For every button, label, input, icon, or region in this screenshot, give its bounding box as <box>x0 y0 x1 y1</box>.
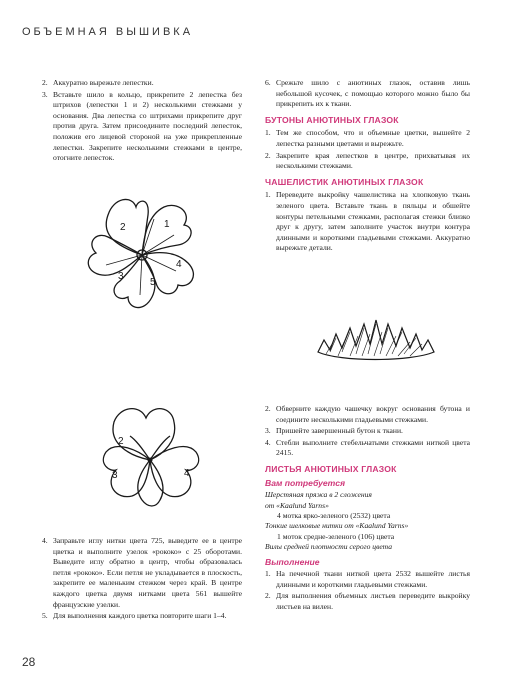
flower-center <box>148 458 153 463</box>
petal-label: 5 <box>150 277 156 288</box>
section-heading-buds: БУТОНЫ АНЮТИНЫХ ГЛАЗОК <box>265 114 399 125</box>
left-bottom-steps <box>42 536 242 623</box>
step-item: 4. Стебли выполните стебельчатыми стежками ниткой цвета 2415. <box>265 437 470 458</box>
step-item: 2. Для выполнения объемных листьев переведите выкройку листьев на вилен. <box>265 591 470 611</box>
right-mid-section <box>265 404 470 614</box>
petal-label: 2 <box>118 436 124 447</box>
step-item: 1. Тем же способом, что и объемные цветки, вышейте 2 лепестка разными цветами и вырежьте. <box>265 128 470 148</box>
pansy-assembled-diagram <box>90 400 215 520</box>
page-header: ОБЪЕМНАЯ ВЫШИВКА <box>22 26 194 38</box>
petal-label: 1 <box>164 219 170 230</box>
material-line: 4 мотка ярко-зеленого (2532) цвета <box>277 510 391 520</box>
step-item: 1. Переведите выкройку чашелистика на хлопковую ткань зеленого цвета. Вставьте ткань в пяльцы и обшейте контуры петельными стежками, располагая стежки близко друг к другу, затем заполните участок внутри контура длинными и короткими гладьевыми стежками. Аккуратно вырежьте детали. <box>265 190 470 253</box>
right-top-section <box>265 78 470 255</box>
material-line: Шерстяная пряжа в 2 сложения <box>265 490 372 500</box>
section-heading-calyx: ЧАШЕЛИСТИК АНЮТИНЫХ ГЛАЗОК <box>265 176 424 187</box>
petal-1 <box>142 205 191 255</box>
materials-heading: Вам потребуется <box>265 477 346 488</box>
calyx-diagram <box>310 310 440 370</box>
execution-heading: Выполнение <box>265 556 320 567</box>
petal-label: 4 <box>176 259 182 270</box>
pansy-petal-diagram <box>80 185 210 325</box>
petal-label: 3 <box>118 271 124 282</box>
material-line: 1 моток средне-зеленого (106) цвета <box>277 531 395 541</box>
step-item: 3. Пришейте завершенный бутон к ткани. <box>265 426 403 436</box>
petal-label: 4 <box>184 468 190 479</box>
material-line: от «Kaalund Yarns» <box>265 500 329 510</box>
material-line: Вилы средней плотности серого цвета <box>265 542 393 552</box>
step-item: 4. Заправьте иглу нитки цвета 725, выведите ее в центре цветка и выполните узелок «рококо» с 25 оборотами. Выведите иглу обратно в центр, чтобы образовалась петля «рококо». Если петля не укладывается в плоскость, закрепите ее маленьким стежком через край. В центре каждого цветка двумя нитками цвета 561 вышейте французские узелки. <box>42 536 242 609</box>
step-item: 2. Аккуратно вырежьте лепестки. <box>42 78 154 87</box>
materials-list <box>265 490 470 552</box>
page-number: 28 <box>22 655 36 669</box>
material-line: Тонкие шелковые нитки от «Kaalund Yarns» <box>265 521 409 531</box>
petal-label: 2 <box>120 222 126 233</box>
step-item: 5. Для выполнения каждого цветка повторите шаги 1–4. <box>42 611 227 621</box>
step-item: 2. Обверните каждую чашечку вокруг основания бутона и соедините несколькими гладьевыми стежками. <box>265 404 470 424</box>
step-item: 1. На печечной ткани ниткой цвета 2532 вышейте листья длинными и короткими гладьевыми стежками. <box>265 569 470 589</box>
section-heading-leaves: ЛИСТЬЯ АНЮТИНЫХ ГЛАЗОК <box>265 463 397 474</box>
step-item: 3. Вставьте шило в кольцо, прикрепите 2 лепестка без штрихов (лепестки 1 и 2) несколькими стежками у основания. Два лепестка со штрихами прикрепите друг против друга. Затем присоедините последний лепесток, положив его лицевой стороной на уже прикрепленные лепестки. Закрепите несколькими стежками в центре, отогните лепесток. <box>42 89 242 163</box>
step-item: 2. Закрепите края лепестков в центре, прихватывая их несколькими стежками. <box>265 150 470 171</box>
petal-label: 3 <box>112 470 118 481</box>
step-item: 6. Срежьте шило с анютиных глазок, оставив лишь небольшой кусочек, с помощью которого можно было бы прикрепить их к ткани. <box>265 78 470 109</box>
left-top-steps <box>42 78 242 165</box>
